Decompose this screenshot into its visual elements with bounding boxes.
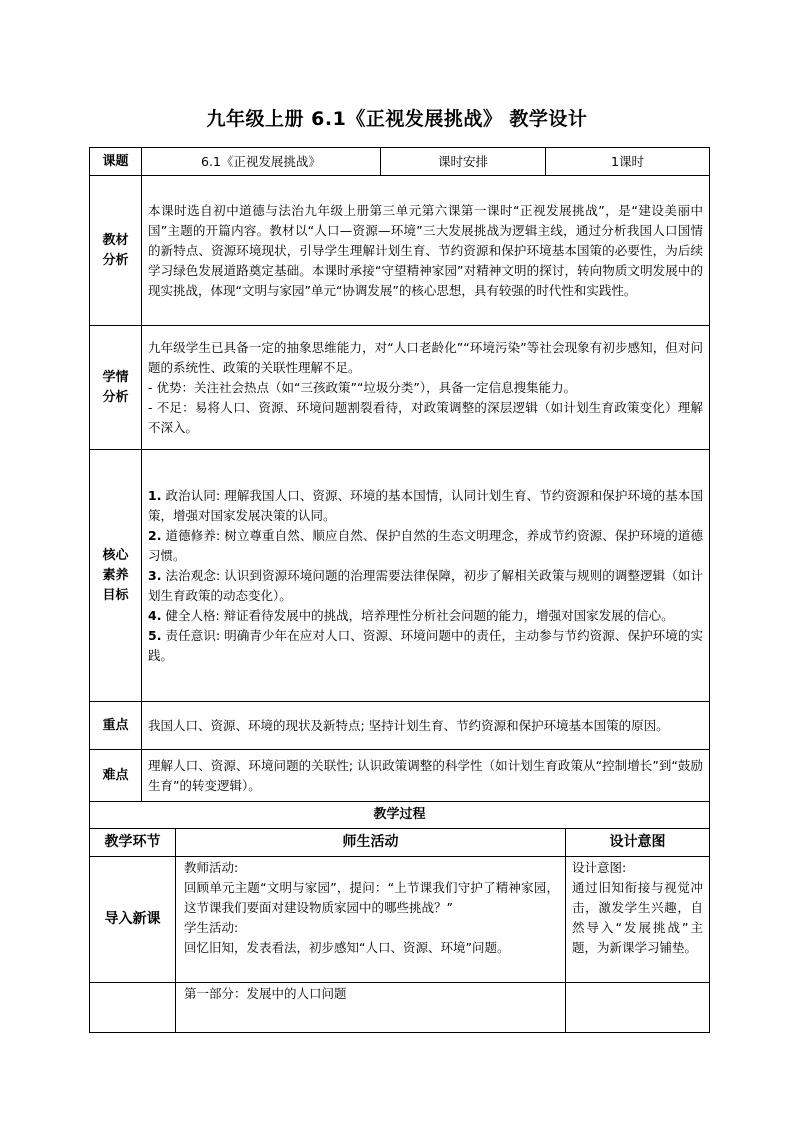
goal-item: 3. 法治观念: 认识到资源环境问题的治理需要法律保障，初步了解相关政策与规则的调整逻辑（如计划生育政策的动态变化）。 [148,567,703,603]
key-points-text: 我国人口、资源、环境的现状及新特点; 坚持计划生育、节约资源和保护环境基本国策的原因。 [142,702,710,750]
key-points-row [90,702,710,750]
core-literacy-row [90,450,710,702]
intro-intent: 设计意图: 通过旧知衔接与视觉冲击，激发学生兴趣，自然导入“发展挑战”主题，为新课学习铺垫。 [566,856,710,982]
process-heading: 教学过程 [90,802,710,828]
schedule-label: 课时安排 [381,148,546,176]
process-table [89,802,710,1033]
col-activity: 师生活动 [176,828,566,856]
topic-value: 6.1《正视发展挑战》 [142,148,381,176]
col-intent: 设计意图 [566,828,710,856]
part1-activity: 第一部分：发展中的人口问题 [176,982,566,1032]
goal-item: 5. 责任意识: 明确青少年在应对人口、资源、环境问题中的责任，主动参与节约资源、保护环境的实践。 [148,627,703,663]
goal-item: 4. 健全人格: 辩证看待发展中的挑战，培养理性分析社会问题的能力，增强对国家发展的信心。 [148,607,674,623]
intro-row [90,856,710,982]
difficult-points-text: 理解人口、资源、环境问题的关联性; 认识政策调整的科学性（如计划生育政策从“控制增长”到“鼓励生育”的转变逻辑）。 [142,750,710,802]
difficult-points-label: 难点 [90,750,142,802]
student-analysis-text: 九年级学生已具备一定的抽象思维能力，对“人口老龄化”“环境污染”等社会现象有初步感知，但对问题的系统性、政策的关联性理解不足。 - 优势：关注社会热点（如“三孩政策”“垃圾分类”），具备一定信息搜集能力。 - 不足：易将人口、资源、环境问题割裂看待，对政策调整的深层逻辑（如计划生育政策变化）理解不深入。 [142,326,710,450]
textbook-analysis-row [90,176,710,326]
part1-intent [566,982,710,1032]
process-heading-row [90,802,710,828]
core-literacy-goals [142,450,710,702]
student-analysis-row [90,326,710,450]
textbook-analysis-label: 教材 分析 [90,176,142,326]
student-analysis-label: 学情 分析 [90,326,142,450]
design-table [89,147,710,802]
key-points-label: 重点 [90,702,142,750]
difficult-points-row [90,750,710,802]
col-stage: 教学环节 [90,828,176,856]
schedule-value: 1课时 [546,148,710,176]
goal-item: 2. 道德修养: 树立尊重自然、顺应自然、保护自然的生态文明理念，养成节约资源、保护环境的道德习惯。 [148,527,703,563]
topic-row [90,148,710,176]
intro-activity: 教师活动: 回顾单元主题“文明与家园”，提问：“上节课我们守护了精神家园，这节课我们要面对建设物质家园中的哪些挑战？” 学生活动: 回忆旧知，发表看法，初步感知“人口、资源、环境”问题。 [176,856,566,982]
topic-label: 课题 [90,148,142,176]
part1-row [90,982,710,1032]
textbook-analysis-text: 本课时选自初中道德与法治九年级上册第三单元第六课第一课时“正视发展挑战”，是“建设美丽中国”主题的开篇内容。教材以“人口—资源—环境”三大发展挑战为逻辑主线，通过分析我国人口国情的新特点、资源环境现状，引导学生理解计划生育、节约资源和保护环境基本国策的必要性，为后续学习绿色发展道路奠定基础。本课时承接“守望精神家园”对精神文明的探讨，转向物质文明发展中的现实挑战，体现“文明与家园”单元“协调发展”的核心思想，具有较强的时代性和实践性。 [142,176,710,326]
core-literacy-label: 核心 素养 目标 [90,450,142,702]
page-title: 九年级上册 6.1《正视发展挑战》 教学设计 [206,108,588,130]
process-columns-row [90,828,710,856]
part1-stage [90,982,176,1032]
intro-stage: 导入新课 [90,856,176,982]
goal-item: 1. 政治认同: 理解我国人口、资源、环境的基本国情，认同计划生育、节约资源和保护环境的基本国策，增强对国家发展决策的认同。 [148,487,703,523]
